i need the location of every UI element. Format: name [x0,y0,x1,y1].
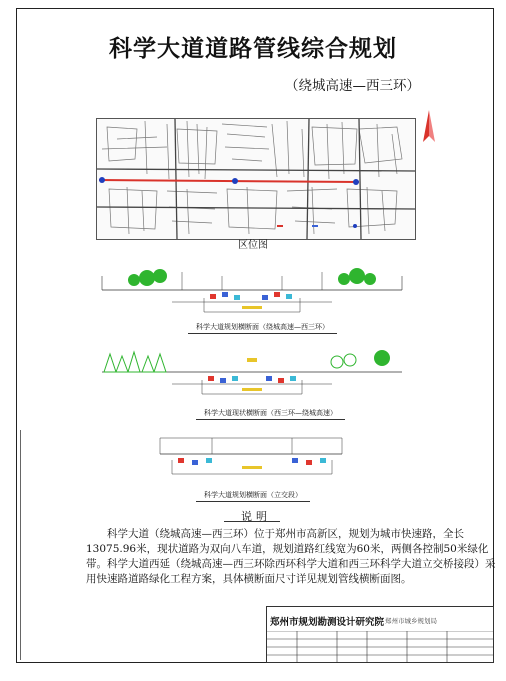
title-block-grid [267,631,493,663]
cross-section-2 [92,346,414,408]
section-caption-1: 科学大道规划横断面（绕城高速—西三环） [188,322,337,334]
cross-section-1 [92,262,414,322]
node-west [99,177,105,183]
location-map [96,118,416,240]
road-route-line [99,180,359,182]
side-title-strip [20,430,27,660]
page-subtitle: （绕城高速—西三环） [285,78,420,94]
location-map-caption: 区位图 [238,240,268,251]
description-heading: 说明 [241,510,271,523]
title-block [266,606,494,663]
page-title: 科学大道道路管线综合规划 [109,36,397,62]
cross-section-3 [92,430,414,490]
section-caption-2: 科学大道现状横断面（西三环—绕城高速） [196,408,345,420]
description-heading-rule [224,521,280,522]
node-east [353,179,359,185]
title-block-right-text: 郑州市城乡规划局 [385,617,437,625]
node-middle [232,178,238,184]
north-arrow-icon [420,108,438,144]
description-text [86,527,496,587]
section-caption-3: 科学大道规划横断面（立交段） [196,490,310,502]
title-block-organization: 郑州市规划勘测设计研究院 [270,617,385,628]
description-paragraph: 科学大道（绕城高速—西三环）位于郑州市高新区，规划为城市快速路，全长13075.96米，现状道路为双向八车道，规划道路红线宽为60米，两侧各控制50米绿化带。科学大道西延（绕城高速—西三环除西环科学大道和西三环科学大道立交桥接段）采用快速路道路绿化工程方案，具体横断面尺寸详见规划管线横断面图。 [86,528,496,585]
location-map-drawing [97,119,415,239]
